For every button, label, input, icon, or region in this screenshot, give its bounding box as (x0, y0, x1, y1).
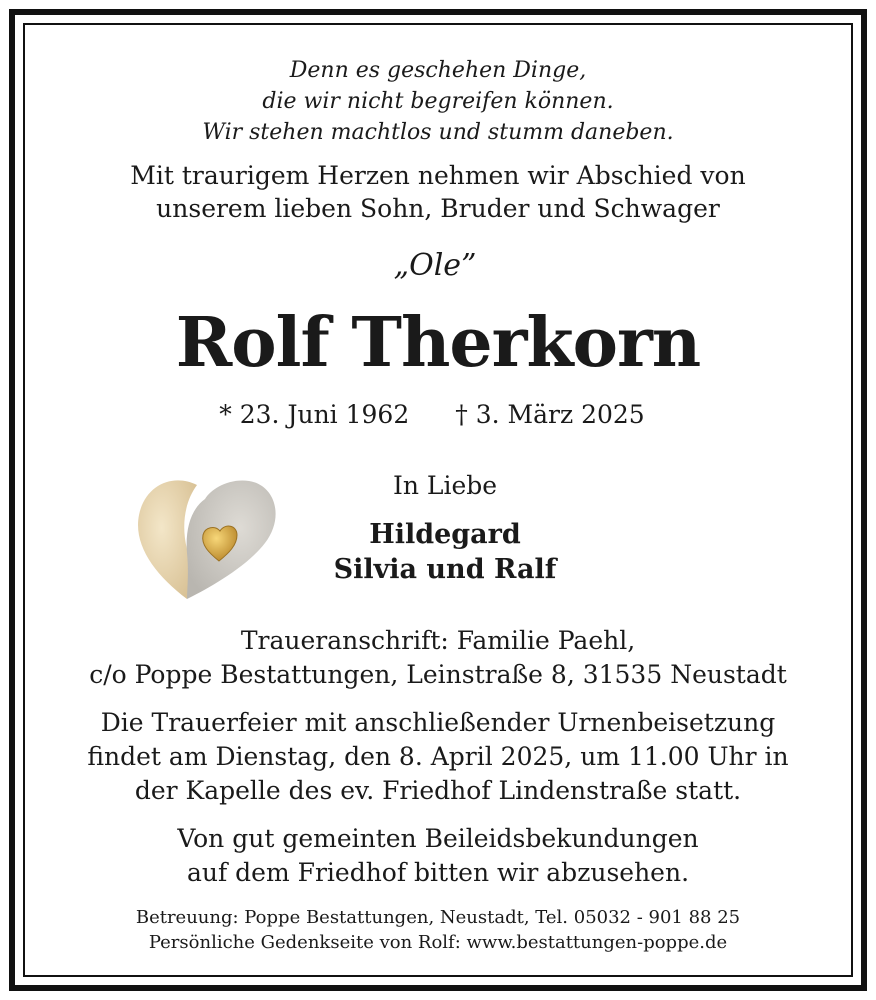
service-info (25, 706, 851, 808)
address-line: c/o Poppe Bestattungen, Leinstraße 8, 31535 Neustadt (89, 660, 787, 689)
poem-line: Wir stehen machtlos und stumm daneben. (202, 120, 674, 145)
mourning-address (25, 624, 851, 692)
love-label: In Liebe (392, 471, 498, 500)
poem-line: Denn es geschehen Dinge, (289, 58, 587, 83)
obituary-content (23, 23, 853, 977)
mourner-line: Silvia und Ralf (333, 554, 557, 585)
mourners (275, 517, 615, 587)
nickname: „Ole” (393, 248, 477, 283)
footer-line: Persönliche Gedenkseite von Rolf: www.bestattungen-poppe.de (148, 932, 728, 953)
footer (25, 905, 851, 955)
address-line: Traueranschrift: Familie Paehl, (240, 626, 636, 655)
intro-line: Mit traurigem Herzen nehmen wir Abschied von (130, 161, 746, 190)
mourner-line: Hildegard (369, 519, 521, 550)
intro-line: unserem lieben Sohn, Bruder und Schwager (156, 194, 720, 223)
death-date: † 3. März 2025 (455, 400, 645, 429)
request-line: auf dem Friedhof bitten wir abzusehen. (186, 858, 690, 887)
poem-line: die wir nicht begreifen können. (262, 89, 614, 114)
deceased-name: Rolf Therkorn (175, 303, 701, 383)
footer-line: Betreuung: Poppe Bestattungen, Neustadt, Tel. 05032 - 901 88 25 (135, 907, 741, 928)
life-dates (13, 400, 851, 429)
birth-date: * 23. Juni 1962 (219, 400, 410, 429)
service-line: der Kapelle des ev. Friedhof Lindenstraße statt. (134, 776, 742, 805)
intro-text (25, 159, 851, 225)
service-line: findet am Dienstag, den 8. April 2025, um 11.00 Uhr in (87, 742, 789, 771)
request-line: Von gut gemeinten Beileidsbekundungen (177, 824, 699, 853)
obituary-frame (9, 9, 867, 991)
poem (25, 55, 851, 148)
condolence-request (25, 822, 851, 890)
stone-heart-icon (125, 465, 285, 605)
service-line: Die Trauerfeier mit anschließender Urnenbeisetzung (100, 708, 776, 737)
